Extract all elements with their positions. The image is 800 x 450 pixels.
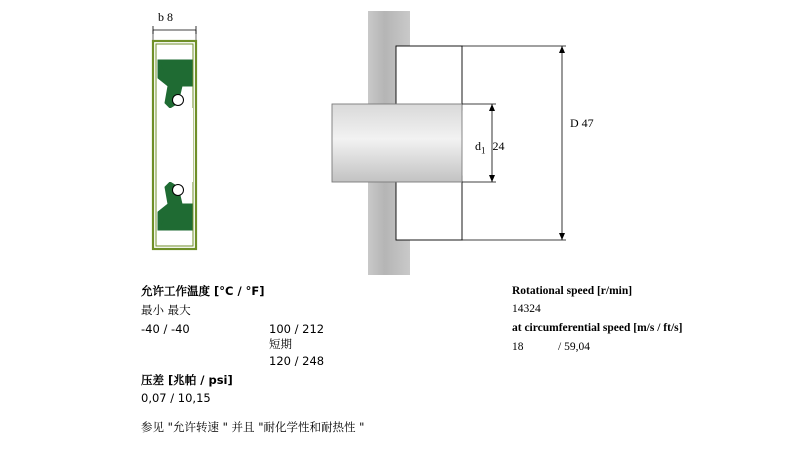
pressure-title: 压差 [兆帕 / psi] — [141, 373, 233, 387]
circumferential-speed-value-ms: 18 — [512, 341, 524, 353]
d1-subscript: 1 — [481, 145, 486, 156]
circumferential-speed-title: at circumferential speed [m/s / ft/s] — [512, 322, 683, 334]
temperature-short-label: 短期 — [269, 337, 292, 351]
temperature-short-value: 120 / 248 — [269, 354, 325, 368]
temperature-title: 允许工作温度 [°C / °F] — [141, 284, 265, 298]
temperature-minmax-label: 最小 最大 — [141, 303, 191, 317]
note-text: 参见 "允许转速 " 并且 "耐化学性和耐热性 " — [141, 420, 365, 434]
shaft — [332, 104, 462, 182]
metal-case-lower — [161, 219, 190, 225]
width-dimension — [153, 26, 196, 34]
pressure-value: 0,07 / 10,15 — [141, 391, 211, 405]
temperature-max-value: 100 / 212 — [269, 322, 325, 336]
rotational-speed-title: Rotational speed [r/min] — [512, 285, 633, 297]
seal-seat-lower — [396, 176, 462, 240]
circumferential-speed-value-fts: / 59,04 — [558, 341, 590, 353]
garter-spring-upper — [173, 95, 184, 106]
seal-bore-gap — [157, 108, 193, 182]
seal-seat-upper — [396, 46, 462, 110]
garter-spring-lower — [173, 185, 184, 196]
d1-dimension-label — [475, 139, 505, 155]
metal-case-upper — [161, 65, 190, 71]
assembly-drawing — [320, 8, 650, 278]
width-dimension-label: b 8 — [158, 10, 173, 24]
d1-value: 24 — [492, 139, 505, 153]
temperature-min-value: -40 / -40 — [141, 322, 190, 336]
d1-symbol: d — [475, 139, 481, 153]
rotational-speed-value: 14324 — [512, 303, 541, 315]
D-dimension-label: D 47 — [570, 116, 594, 130]
seal-cross-section-drawing — [120, 8, 310, 268]
